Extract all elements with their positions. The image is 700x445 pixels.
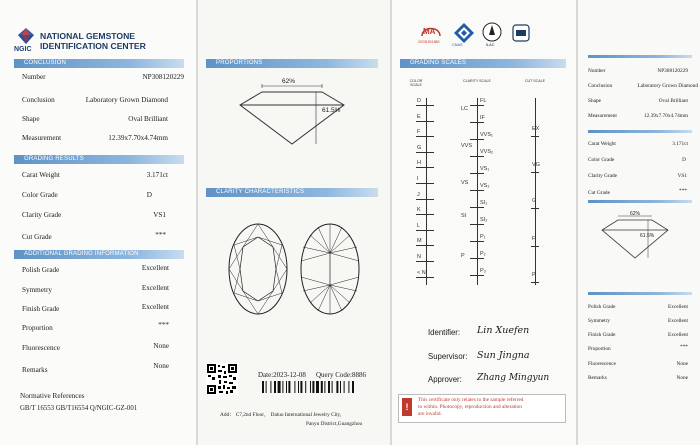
stub-number-value: NP308120229 [657, 68, 688, 74]
color-scale-tick [416, 245, 434, 246]
clarity-minor-label: FL [480, 98, 487, 104]
grading-results-bar: GRADING RESULTS [14, 155, 184, 164]
barcode-bar [332, 381, 333, 393]
report-stub [578, 0, 700, 445]
clarity-scale-tick [470, 190, 484, 191]
stub-shape-value: Oval Brilliant [658, 98, 688, 104]
stub-polish-label: Polish Grade [588, 304, 616, 310]
clarity-minor-label: VVS₂ [480, 149, 494, 156]
clarity-scale-tick [470, 105, 484, 106]
color-scale-header: COLOR SCALE [409, 79, 423, 88]
query-code: Query Code:8886 [316, 371, 366, 379]
color-scale-tick [416, 183, 434, 184]
stub-symmetry-label: Symmetry [588, 318, 611, 324]
cut-scale-label: F [532, 236, 536, 242]
identifier-label: Identifier: [428, 328, 461, 337]
stub-table-percent: 62% [630, 211, 641, 217]
identifier-signature: Lin Xuefen [477, 325, 530, 336]
fluorescence-value: None [153, 342, 169, 350]
color-scale-label: F [417, 129, 421, 136]
stub-finish-label: Finish Grade [588, 332, 616, 338]
stub-mid-bar [588, 130, 692, 133]
clarity-minor-label: P₁ [480, 234, 486, 241]
org-name-line2: IDENTIFICATION CENTER [40, 41, 146, 51]
barcode-bar [321, 381, 323, 393]
clarity-scale-tick [470, 122, 484, 123]
remarks-label: Remarks [22, 366, 48, 374]
approver-label: Approver: [428, 375, 462, 384]
measurement-label: Measurement [22, 134, 62, 142]
polish-label: Polish Grade [22, 266, 60, 274]
barcode-icon [262, 381, 374, 393]
ma-logo-text: MA [423, 27, 436, 36]
stub-finish-value: Excellent [667, 332, 688, 338]
remarks-value: None [153, 362, 169, 370]
polish-value: Excellent [141, 264, 169, 272]
stub-color-label: Color Grade [588, 157, 615, 163]
color-scale-label: G [417, 144, 422, 151]
ngic-logo-icon [16, 28, 36, 46]
oval-crown-plot-icon [228, 223, 288, 315]
barcode-bar [344, 381, 345, 393]
cut-scale-label: VG [532, 162, 540, 168]
cut-scale-tick [531, 282, 539, 283]
color-scale-tick [416, 167, 434, 168]
stub-depth-percent: 61.5% [640, 233, 655, 239]
proportions-bar: PROPORTIONS [206, 59, 378, 68]
color-scale-tick [416, 105, 434, 106]
clarity-scale-tick [470, 241, 484, 242]
barcode-bar [348, 381, 349, 393]
notice-warning-icon: ! [402, 398, 412, 416]
references-title: Normative References [20, 392, 85, 400]
proportions-diagram [216, 80, 368, 150]
barcode-bar [328, 381, 330, 393]
stub-cut-label: Cut Grade [588, 190, 610, 196]
color-scale-label: J [417, 191, 420, 198]
stub-cut-value: *** [679, 188, 687, 194]
cut-scale-tick [531, 246, 539, 247]
symmetry-label: Symmetry [22, 286, 52, 294]
barcode-bar [340, 381, 341, 393]
carat-value: 3.171ct [146, 171, 168, 179]
color-scale-label: D [417, 98, 421, 104]
stub-measurement-value: 12.39x7.70x4.74mm [644, 113, 688, 119]
barcode-bar [266, 381, 267, 393]
shape-value: Oval Brilliant [128, 115, 168, 123]
carat-label: Carat Weight [22, 171, 60, 179]
stub-proportions-diagram [590, 212, 680, 262]
stub-shape-label: Shape [588, 98, 601, 104]
barcode-bar [352, 381, 354, 393]
clarity-major-label: VS [461, 180, 469, 186]
barcode-bar [305, 381, 306, 393]
color-scale-tick [416, 152, 434, 153]
color-scale-label: K [417, 207, 421, 214]
clarity-minor-label: VS₁ [480, 166, 490, 173]
cut-grade-value: *** [155, 231, 166, 239]
table-percent: 62% [282, 78, 296, 85]
report-panel-main [0, 0, 196, 445]
conclusion-value: Laboratory Grown Diamond [85, 96, 168, 104]
clarity-minor-label: P₂ [480, 251, 486, 258]
stub-number-label: Number [588, 68, 606, 74]
clarity-grade-label: Clarity Grade [22, 211, 62, 219]
barcode-bar [274, 381, 276, 393]
stub-bottom-bar [588, 292, 692, 295]
logo-text: NGIC [14, 46, 32, 53]
ma-logo-sub: 2023190188K [418, 40, 440, 44]
grading-scales-chart [392, 0, 576, 300]
supervisor-label: Supervisor: [428, 352, 468, 361]
clarity-minor-label: SI₂ [480, 217, 488, 224]
clarity-scale-tick [470, 139, 484, 140]
clarity-major-label: LC [461, 106, 469, 112]
number-label: Number [22, 73, 46, 81]
cut-scale-tick [531, 208, 539, 209]
barcode-bar [270, 381, 271, 393]
proportion-label: Proportion [22, 324, 53, 332]
report-panel-diagrams [198, 0, 390, 445]
barcode-bar [286, 381, 287, 393]
finish-label: Finish Grade [22, 305, 60, 313]
symmetry-value: Excellent [141, 284, 169, 292]
barcode-bar [316, 381, 319, 393]
color-grade-value: D [146, 191, 152, 199]
barcode-bar [336, 381, 338, 393]
clarity-minor-label: SI₁ [480, 200, 488, 207]
color-scale-label: N [417, 254, 421, 260]
stub-clarity-value: VS1 [677, 173, 687, 179]
address-line1: Add： C7,2nd Floor， Daluo International Jewelry City, [220, 412, 342, 418]
clarity-scale-tick [470, 275, 484, 276]
clarity-minor-label: VVS₁ [480, 132, 493, 139]
depth-percent: 61.5% [322, 107, 341, 114]
stub-color-value: D [682, 157, 686, 163]
conclusion-label: Conclusion [22, 96, 55, 104]
cnas-logo-text: CNAS [452, 43, 463, 47]
color-scale-axis [426, 98, 427, 285]
barcode-bar [278, 381, 281, 393]
clarity-major-label: SI [461, 213, 467, 219]
barcode-bar [312, 381, 314, 393]
fluorescence-label: Fluorescence [22, 344, 60, 352]
color-scale-tick [416, 121, 434, 122]
stub-symmetry-value: Excellent [667, 318, 688, 324]
stub-diagram-bar [588, 200, 692, 203]
approver-signature: Zhang Mingyun [477, 373, 550, 383]
address-line2: Panyu District,Guangzhou [306, 421, 363, 427]
cut-scale-header: CUT SCALE [524, 79, 546, 83]
stub-conclusion-value: Laboratory Grown Diamond [637, 83, 698, 89]
clarity-scale-tick [470, 207, 484, 208]
color-scale-label: L [417, 222, 421, 229]
stub-polish-value: Excellent [667, 304, 688, 310]
color-scale-label: I [417, 176, 419, 182]
notice-line2: to within. Photocopy, reproduction and alteration [418, 404, 522, 410]
color-grade-label: Color Grade [22, 191, 58, 199]
notice-line1: This certificate only relates to the sample referred [418, 397, 524, 403]
oval-pavilion-plot-icon [300, 223, 360, 315]
color-scale-tick [416, 214, 434, 215]
number-value: NP308120229 [142, 73, 184, 81]
conclusion-bar: CONCLUSION [14, 59, 184, 68]
clarity-major-label: VVS [461, 143, 473, 149]
stub-remarks-value: None [676, 375, 688, 381]
clarity-scale-tick [470, 156, 484, 157]
report-panel-scales [392, 0, 576, 445]
clarity-minor-label: P₃ [480, 268, 486, 275]
clarity-characteristics-bar: CLARITY CHARACTERISTICS [206, 188, 378, 197]
cut-scale-label: P [532, 272, 536, 278]
barcode-bar [310, 381, 311, 393]
stub-fluorescence-label: Fluorescence [588, 361, 616, 367]
grading-scales-bar: GRADING SCALES [400, 59, 566, 68]
barcode-bar [294, 381, 295, 393]
stub-remarks-label: Remarks [588, 375, 607, 381]
color-scale-label: M [417, 238, 422, 245]
cut-grade-label: Cut Grade [22, 233, 52, 241]
qr-code-icon[interactable] [206, 363, 238, 395]
clarity-minor-label: VS₂ [480, 183, 490, 190]
color-scale-tick [416, 261, 434, 262]
stub-proportion-label: Proportion [588, 346, 611, 352]
additional-info-bar: ADDITIONAL GRADING INFORMATION [14, 250, 184, 259]
clarity-scale-tick [470, 173, 484, 174]
color-scale-tick [416, 136, 434, 137]
color-scale-tick [416, 199, 434, 200]
notice-line3: are invalid. [418, 411, 442, 417]
barcode-bar [300, 381, 302, 393]
stub-measurement-label: Measurement [588, 113, 617, 119]
clarity-scale-header: CLARITY SCALE [463, 79, 491, 83]
stub-conclusion-label: Conclusion [588, 83, 613, 89]
cut-scale-tick [531, 172, 539, 173]
stub-top-bar [588, 55, 692, 58]
barcode-bar [288, 381, 290, 393]
cut-scale-label: G [532, 198, 537, 204]
barcode-bar [262, 381, 264, 393]
finish-value: Excellent [141, 303, 169, 311]
ilac-logo-text: ILAC [486, 43, 495, 47]
color-scale-tick [416, 230, 434, 231]
color-scale-label: < N [417, 269, 426, 276]
proportion-value: *** [158, 321, 169, 329]
supervisor-signature: Sun Jingna [477, 350, 530, 361]
stub-carat-label: Carat Weight [588, 141, 616, 147]
clarity-grade-value: VS1 [153, 211, 166, 219]
stub-carat-value: 3.171ct [672, 141, 688, 147]
clarity-major-label: P [461, 253, 465, 259]
clarity-scale-tick [470, 224, 484, 225]
barcode-bar [282, 381, 283, 393]
clarity-minor-label: IF [480, 115, 485, 122]
clarity-scale-tick [470, 258, 484, 259]
stub-clarity-label: Clarity Grade [588, 173, 617, 179]
stub-fluorescence-value: None [676, 361, 688, 367]
barcode-bar [324, 381, 325, 393]
color-scale-label: E [417, 113, 421, 120]
references-text: GB/T 16553 GB/T16554 Q/NGIC-GZ-001 [20, 405, 138, 412]
report-date: Date:2023-12-08 [258, 371, 306, 379]
org-name-line1: NATIONAL GEMSTONE [40, 31, 136, 41]
color-scale-label: H [417, 160, 421, 167]
cut-scale-label: EX [532, 126, 540, 132]
clarity-scale-axis [477, 98, 478, 285]
cut-scale-tick [531, 136, 539, 137]
shape-label: Shape [22, 115, 40, 123]
color-scale-tick [416, 277, 434, 278]
stub-proportion-value: *** [680, 344, 688, 350]
measurement-value: 12.39x7.70x4.74mm [108, 134, 168, 142]
barcode-bar [298, 381, 299, 393]
